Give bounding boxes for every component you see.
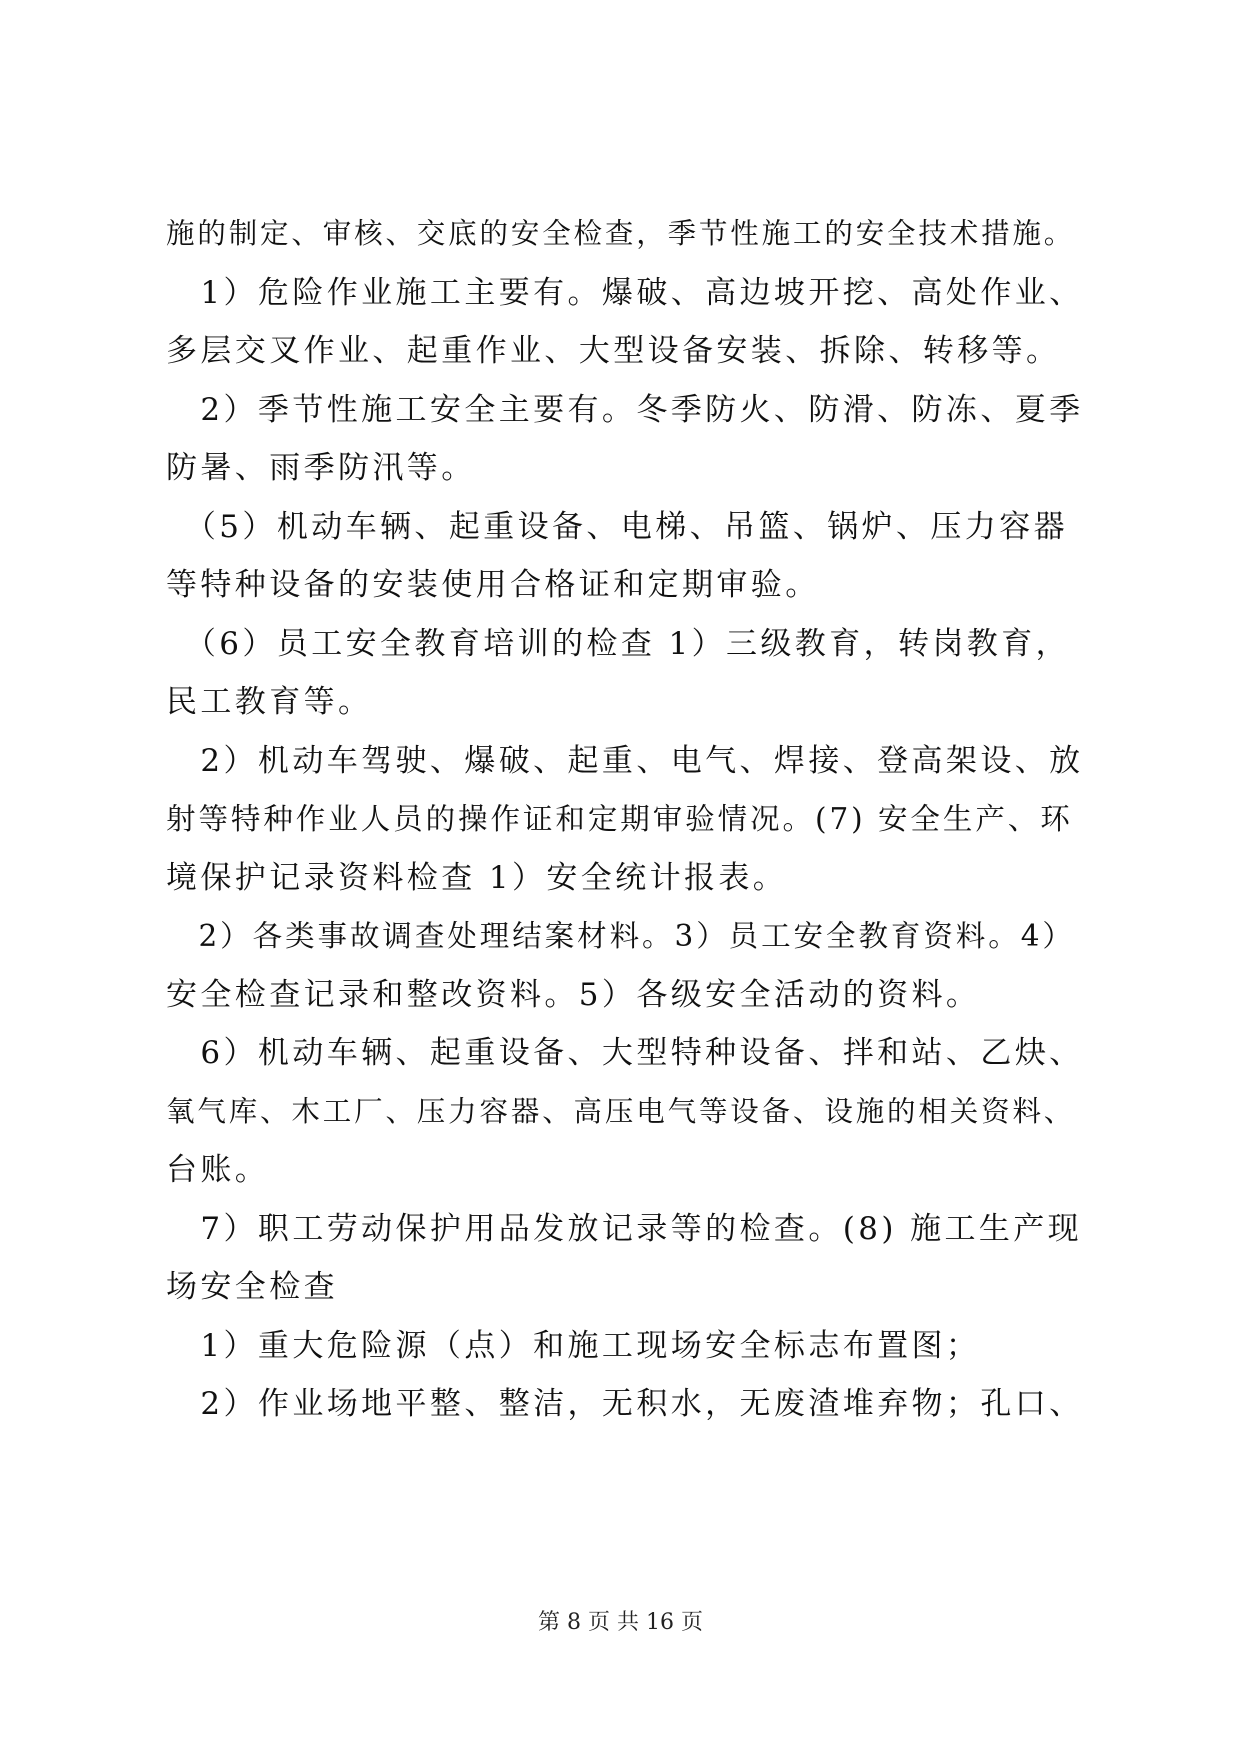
text-line: 6）机动车辆、起重设备、大型特种设备、拌和站、乙炔、: [166, 1035, 1084, 1071]
text-line: （5）机动车辆、起重设备、电梯、吊篮、锅炉、压力容器: [166, 509, 1069, 545]
text-line: 2）各类事故调查处理结案材料。3）员工安全教育资料。4）: [166, 919, 1075, 953]
text-line: 1）危险作业施工主要有。爆破、高边坡开挖、高处作业、: [166, 275, 1084, 311]
text-line: 氧气库、木工厂、压力容器、高压电气等设备、设施的相关资料、: [166, 1095, 1076, 1128]
text-line: 施的制定、审核、交底的安全检查，季节性施工的安全技术措施。: [166, 217, 1076, 250]
text-line: （6）员工安全教育培训的检查 1）三级教育，转岗教育，: [166, 626, 1070, 662]
text-line: 射等特种作业人员的操作证和定期审验情况。(7) 安全生产、环: [166, 802, 1073, 836]
text-line: 多层交叉作业、起重作业、大型设备安装、拆除、转移等。: [166, 333, 1061, 369]
text-line: 境保护记录资料检查 1）安全统计报表。: [166, 860, 788, 896]
text-line: 等特种设备的安装使用合格证和定期审验。: [166, 567, 820, 603]
text-line: 安全检查记录和整改资料。5）各级安全活动的资料。: [166, 977, 981, 1013]
text-line: 2）季节性施工安全主要有。冬季防火、防滑、防冻、夏季: [166, 392, 1084, 428]
text-line: 防暑、雨季防汛等。: [166, 450, 476, 486]
text-line: 2）作业场地平整、整洁，无积水，无废渣堆弃物；孔口、: [166, 1386, 1084, 1422]
page-number-footer: 第 8 页 共 16 页: [538, 1610, 703, 1635]
text-line: 台账。: [166, 1152, 270, 1188]
text-line: 场安全检查: [166, 1269, 338, 1305]
text-line: 7）职工劳动保护用品发放记录等的检查。(8) 施工生产现: [166, 1211, 1083, 1247]
text-line: 2）机动车驾驶、爆破、起重、电气、焊接、登高架设、放: [166, 743, 1084, 779]
text-line: 1）重大危险源（点）和施工现场安全标志布置图；: [166, 1328, 981, 1364]
text-line: 民工教育等。: [166, 684, 373, 720]
